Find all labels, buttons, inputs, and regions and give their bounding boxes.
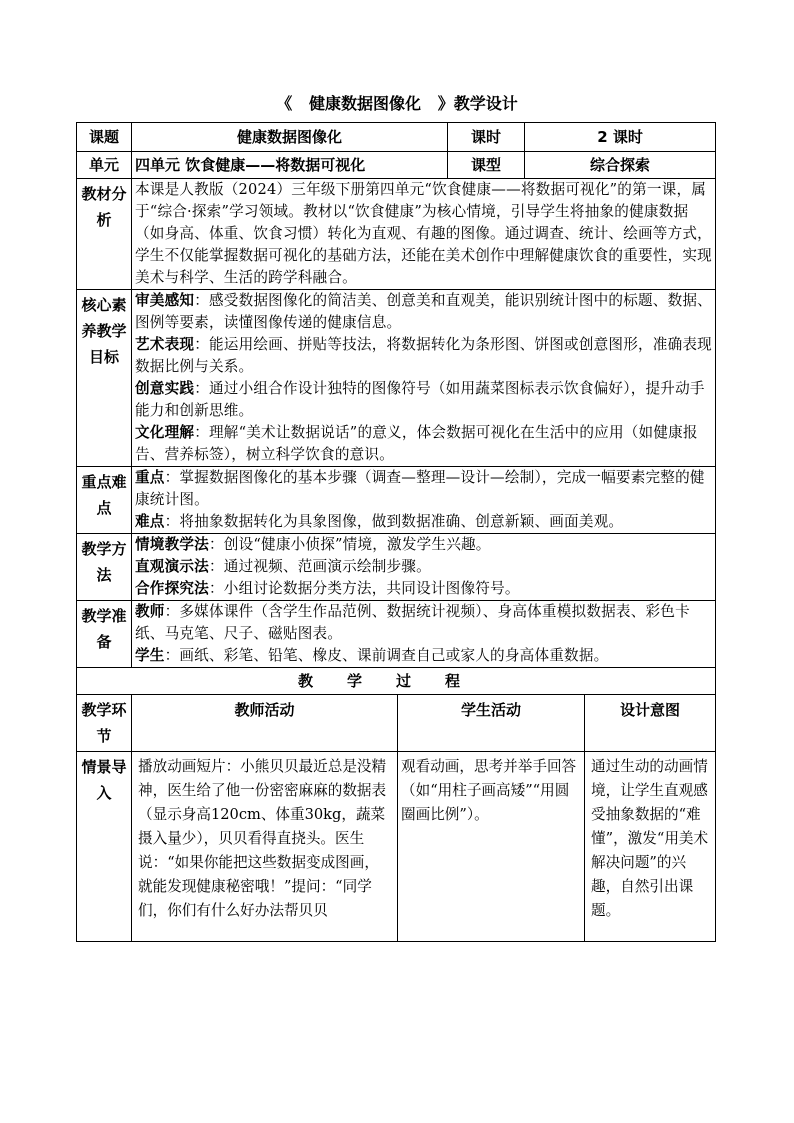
row-keypoints: [77, 467, 716, 534]
keypoints-label: 重点难点: [77, 467, 132, 534]
unit-label: 单元: [77, 152, 132, 179]
hours-label: 课时: [448, 123, 525, 152]
goals-label: 核心素养教学目标: [77, 290, 132, 467]
row-topic: [77, 123, 716, 152]
col-stage: 教学环节: [77, 695, 132, 752]
goals-content: [132, 290, 716, 467]
method-item: 情境教学法：创设“健康小侦探”情境，激发学生兴趣。: [135, 536, 491, 553]
unit-value: 四单元 饮食健康——将数据可视化: [132, 152, 448, 179]
row-analysis: [77, 179, 716, 290]
method-item: 直观演示法：通过视频、范画演示绘制步骤。: [135, 558, 431, 575]
student-cell: 观看动画，思考并举手回答（如“用柱子画高矮”“用圆圈画比例”）。: [398, 752, 585, 942]
analysis-label: 教材分析: [77, 179, 132, 290]
col-teacher: 教师活动: [132, 695, 398, 752]
goal-item: 艺术表现：能运用绘画、拼贴等技法，将数据转化为条形图、饼图或创意图形，准确表现数据比例与关系。: [135, 336, 712, 375]
document-title: [0, 91, 794, 114]
row-goals: [77, 290, 716, 467]
row-process-header: [77, 695, 716, 752]
row-process-heading: [77, 668, 716, 695]
analysis-text: 本课是人教版（2024）三年级下册第四单元“饮食健康——将数据可视化”的第一课，属于“综合·探索”学习领域。教材以“饮食健康”为核心情境，引导学生将抽象的健康数据（如身高、体重、饮食习惯）转化为直观、有趣的图像。通过调查、统计、绘画等方式，学生不仅能掌握数据可视化的基础方法，还能在美术创作中理解健康饮食的重要性，实现美术与科学、生活的跨学科融合。: [132, 179, 716, 290]
hours-value: 2 课时: [525, 123, 716, 152]
method-item: 合作探究法：小组讨论数据分类方法，共同设计图像符号。: [135, 580, 520, 597]
prep-content: [132, 601, 716, 668]
goal-item: 审美感知：感受数据图像化的简洁美、创意美和直观美，能识别统计图中的标题、数据、图例等要素，读懂图像传递的健康信息。: [135, 292, 712, 331]
keypoint-item: 难点：将抽象数据转化为具象图像，做到数据准确、创意新颖、画面美观。: [135, 513, 624, 530]
type-label: 课型: [448, 152, 525, 179]
keypoint-item: 重点：掌握数据图像化的基本步骤（调查—整理—设计—绘制），完成一幅要素完整的健康统计图。: [135, 469, 705, 508]
intent-cell: 通过生动的动画情境，让学生直观感受抽象数据的“难懂”，激发“用美术解决问题”的兴趣，自然引出课题。: [585, 752, 716, 942]
row-methods: [77, 534, 716, 601]
row-prep: [77, 601, 716, 668]
goal-item: 文化理解：理解“美术让数据说话”的意义，体会数据可视化在生活中的应用（如健康报告、营养标签），树立科学饮食的意识。: [135, 424, 698, 463]
teacher-cell: 播放动画短片：小熊贝贝最近总是没精神，医生给了他一份密密麻麻的数据表（显示身高120cm、体重30kg，蔬菜摄入量少），贝贝看得直挠头。医生说：“如果你能把这些数据变成图画，就能发现健康秘密哦！”提问：“同学们，你们有什么好办法帮贝贝: [132, 752, 398, 942]
topic-label: 课题: [77, 123, 132, 152]
stage-cell: 情景导入: [77, 752, 132, 942]
keypoints-content: [132, 467, 716, 534]
methods-label: 教学方法: [77, 534, 132, 601]
col-student: 学生活动: [398, 695, 585, 752]
methods-content: [132, 534, 716, 601]
col-intent: 设计意图: [585, 695, 716, 752]
process-heading: 教学过程: [77, 668, 716, 695]
goal-item: 创意实践：通过小组合作设计独特的图像符号（如用蔬菜图标表示饮食偏好），提升动手能力和创新思维。: [135, 380, 705, 419]
prep-label: 教学准备: [77, 601, 132, 668]
process-row: [77, 752, 716, 942]
title-open: 《: [276, 94, 293, 113]
prep-item: 学生：画纸、彩笔、铅笔、橡皮、课前调查自己或家人的身高体重数据。: [135, 647, 609, 664]
prep-item: 教师：多媒体课件（含学生作品范例、数据统计视频）、身高体重模拟数据表、彩色卡纸、马克笔、尺子、磁贴图表。: [135, 603, 690, 642]
row-unit: [77, 152, 716, 179]
title-name: 健康数据图像化: [308, 94, 421, 113]
lesson-plan-table: [76, 122, 716, 942]
type-value: 综合探索: [525, 152, 716, 179]
topic-value: 健康数据图像化: [132, 123, 448, 152]
title-close: 》教学设计: [437, 94, 518, 113]
